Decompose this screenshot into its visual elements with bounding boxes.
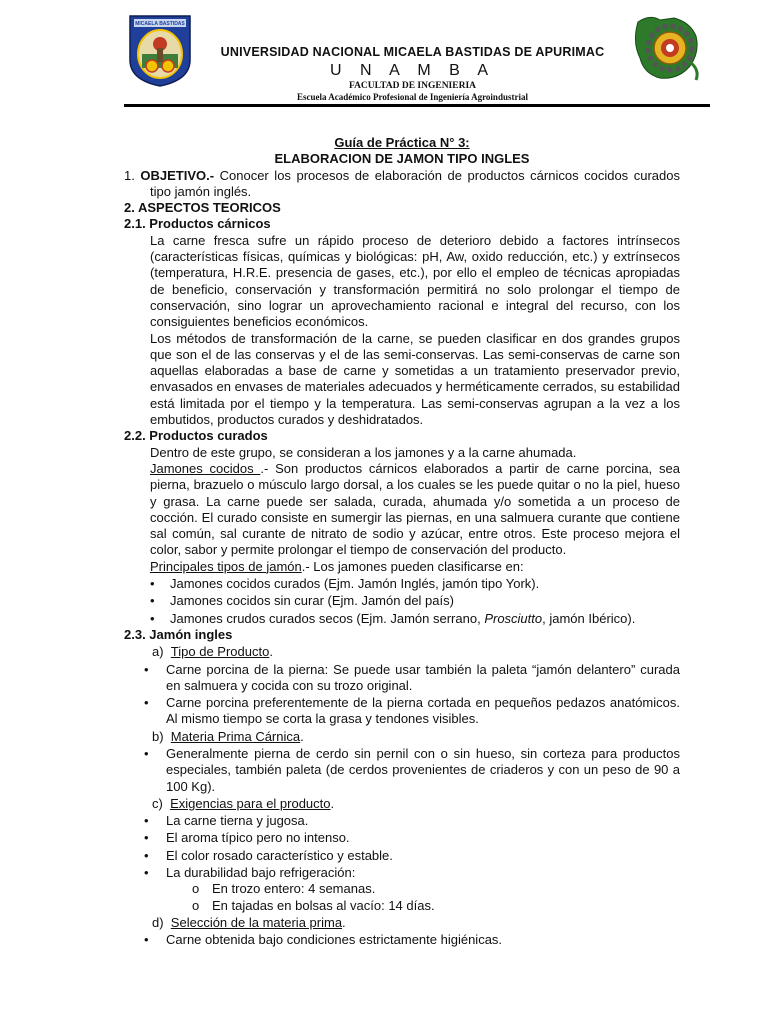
guide-subtitle: ELABORACION DE JAMON TIPO INGLES: [274, 151, 530, 167]
bullet-icon: •: [144, 661, 149, 677]
tipos-jamon-paragraph: [124, 559, 680, 575]
faculty-emblem-icon: [630, 12, 704, 84]
list-item: • La carne tierna y jugosa.: [144, 813, 309, 829]
university-abbreviation: U N A M B A: [329, 62, 496, 79]
bullet-icon: •: [144, 847, 149, 863]
objective-text: Conocer los procesos de elaboración de productos cárnicos cocidos curados tipo jamón inglés.: [150, 167, 680, 199]
bullet-icon: •: [144, 813, 149, 829]
seal-text: MICAELA BASTIDAS: [135, 21, 185, 27]
list-item: • Jamones crudos curados secos (Ejm. Jamón serrano, Prosciutto, jamón Ibérico).: [150, 610, 636, 626]
guide-number: Guía de Práctica N° 3:: [334, 135, 470, 150]
bullet-icon: •: [144, 695, 149, 711]
document-body: [124, 135, 680, 949]
tipos-jamon-term: Principales tipos de jamón: [150, 558, 302, 574]
bullet-icon: •: [144, 865, 149, 881]
jamones-cocidos-text: .- Son productos cárnicos elaborados a partir de carne porcina, sea pierna, brazuelo o músculo largo dorsal, a los cuales se les puede quitar o no la piel, hueso y grasa. La carne puede ser salada, curada, ahumada y/o sometida a un proceso de cocción. El curado consiste en sumergir las piernas, en una salmuera curante que contiene sal común, sal curante de nitrato de sodio y azúcar, entre otros. Este proceso mejora el color, sabor y permite prolongar el tiempo de conservación del producto.: [150, 460, 680, 558]
list-item: • La durabilidad bajo refrigeración:: [144, 865, 356, 881]
guide-title: [124, 135, 680, 151]
section-2-1-paragraph-2: Los métodos de transformación de la carne, se pueden clasificar en dos grandes grupos que son el de las conservas y el de las semi-conservas. Las semi-conservas de carne son aquellas elaboradas a base de carne y sometidas a un tratamiento preservador previo, envasados en envases de materiales adecuados y herméticamente cerrados, su estabilidad está limitada por el tiempo y la temperatura. Las semi-conservas agrupan a la vez a los embutidos, productos curados y deshidratados.: [150, 330, 680, 428]
section-2-1-heading: 2.1. Productos cárnicos: [124, 216, 271, 232]
subsection-b-heading: b) Materia Prima Cárnica.: [152, 728, 304, 744]
section-2-1-paragraph-1: La carne fresca sufre un rápido proceso de deterioro debido a factores intrínsecos (características físicas, químicas y biológicas: pH, Aw, oxido reducción, etc.) y extrínsecos (temperatura, H.R.E. presencia de gases, etc.), por ello el empleo de técnicas apropiadas de beneficio, conservación y transformación permitirá no solo prolongar el tiempo de conservación, sino lograr un aprovechamiento racional e integral del recurso, con los consiguientes beneficios económicos.: [150, 232, 680, 330]
bullet-icon: •: [150, 576, 155, 592]
list-item: • Carne porcina preferentemente de la pierna cortada en pequeños pedazos anatómicos. Al mismo tiempo se corta la grasa y tendones visibles.: [144, 695, 680, 727]
jamones-cocidos-paragraph: [124, 461, 680, 559]
sub-list-item: o En tajadas en bolsas al vacío: 14 días.: [192, 897, 435, 913]
circle-bullet-icon: o: [192, 897, 200, 913]
list-item: • Carne porcina de la pierna: Se puede usar también la paleta “jamón delantero” curada en salmuera y cocida con su trozo original.: [144, 661, 680, 693]
section-2-heading: 2. ASPECTOS TEORICOS: [124, 200, 281, 216]
objective-number: 1.: [124, 167, 135, 183]
header-divider: [124, 104, 710, 107]
sub-list-item: o En trozo entero: 4 semanas.: [192, 881, 376, 897]
objective-paragraph: [124, 168, 680, 201]
subsection-c-heading: c) Exigencias para el producto.: [152, 795, 335, 811]
bullet-icon: •: [150, 610, 155, 626]
bullet-icon: •: [144, 932, 149, 948]
section-2-2-intro: Dentro de este grupo, se consideran a los jamones y a la carne ahumada.: [150, 444, 577, 460]
list-item: • Jamones cocidos sin curar (Ejm. Jamón del país): [150, 593, 454, 609]
school-name: Escuela Académico Profesional de Ingeniería Agroindustrial: [297, 92, 528, 102]
jamones-cocidos-term: Jamones cocidos: [150, 460, 261, 476]
list-item: • Jamones cocidos curados (Ejm. Jamón Inglés, jamón tipo York).: [150, 576, 540, 592]
section-2-2-heading: 2.2. Productos curados: [124, 428, 268, 444]
university-seal-icon: [128, 14, 192, 88]
objective-label: OBJETIVO.-: [140, 167, 215, 183]
list-item: • El aroma típico pero no intenso.: [144, 830, 350, 846]
list-item: • Carne obtenida bajo condiciones estrictamente higiénicas.: [144, 932, 503, 948]
bullet-icon: •: [150, 593, 155, 609]
bullet-icon: •: [144, 745, 149, 761]
university-name: UNIVERSIDAD NACIONAL MICAELA BASTIDAS DE APURIMAC: [220, 45, 605, 59]
section-2-3-heading: 2.3. Jamón ingles: [124, 626, 233, 642]
subsection-d-heading: d) Selección de la materia prima.: [152, 914, 346, 930]
circle-bullet-icon: o: [192, 881, 200, 897]
subsection-a-heading: a) Tipo de Producto.: [152, 644, 273, 660]
tipos-jamon-text: .- Los jamones pueden clasificarse en:: [301, 558, 524, 574]
bullet-icon: •: [144, 830, 149, 846]
faculty-name: FACULTAD DE INGENIERIA: [348, 81, 477, 91]
list-item: • El color rosado característico y estable.: [144, 847, 393, 863]
list-item: • Generalmente pierna de cerdo sin pernil con o sin hueso, sin corteza para productos especiales, también paleta (de cerdos provenientes de criaderos y con un peso de 90 a 100 Kg).: [144, 745, 680, 794]
